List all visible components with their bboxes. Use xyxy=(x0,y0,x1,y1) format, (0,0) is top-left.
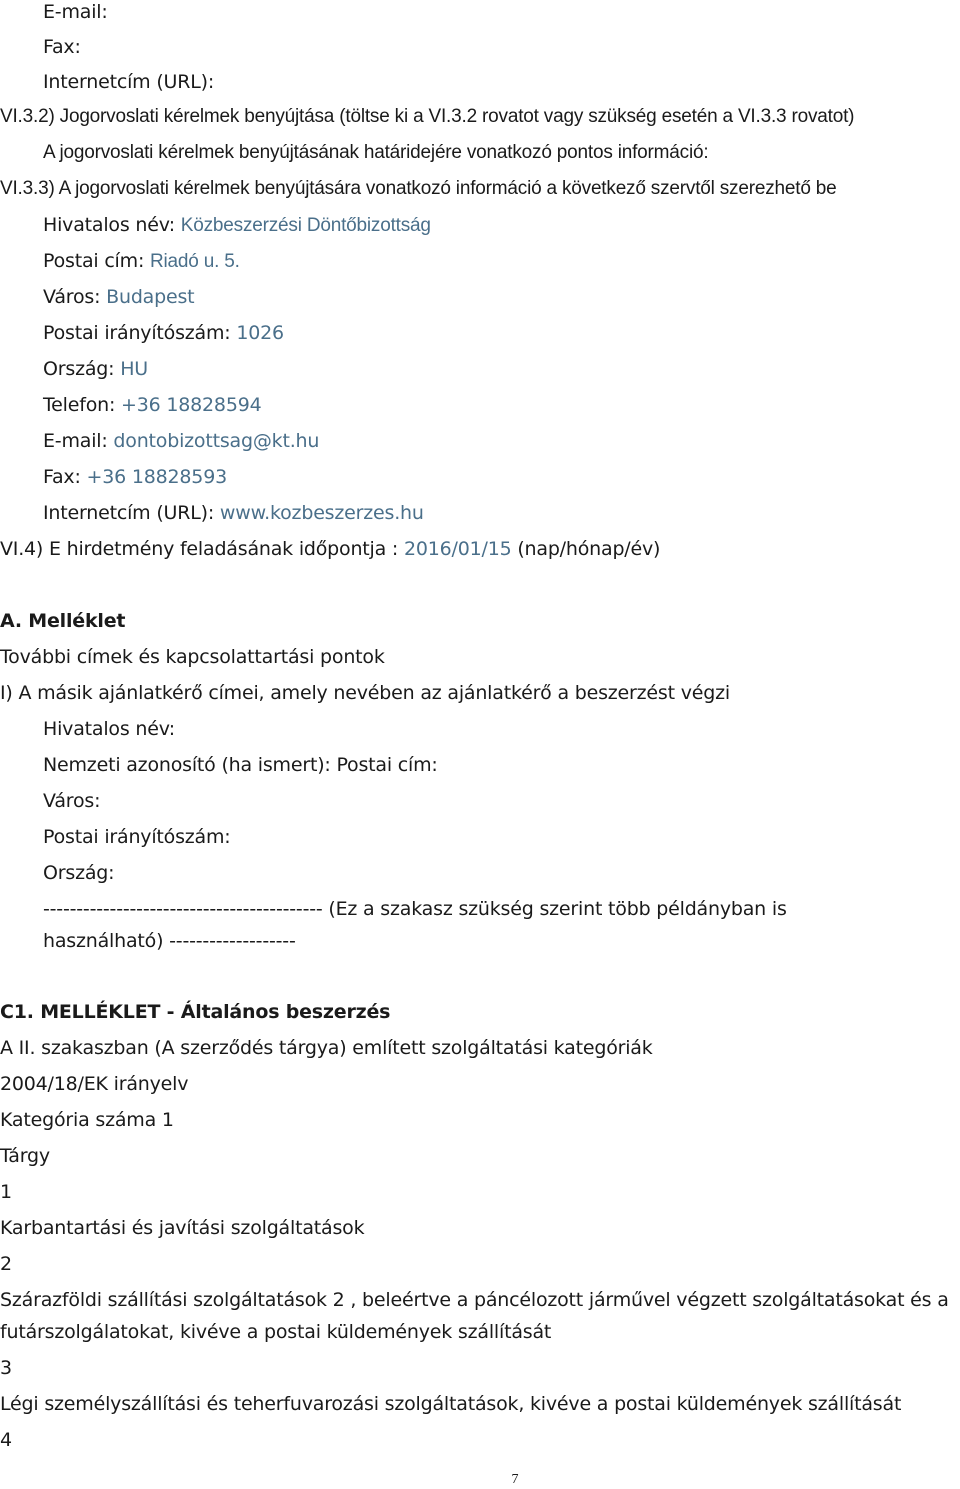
annex-a-note-line1: ------------------------------------------ (Ez a szakasz szükség szerint több példányban is xyxy=(43,898,787,920)
vi33-url-label: Internetcím (URL): xyxy=(43,502,215,524)
annex-c1-intro: A II. szakaszban (A szerződés tárgya) említett szolgáltatási kategóriák xyxy=(0,1037,653,1059)
annex-a-section1: I) A másik ajánlatkérő címei, amely nevében az ajánlatkérő a beszerzést végzi xyxy=(0,682,730,704)
email-label-top: E-mail: xyxy=(43,1,108,23)
annex-a-subtitle: További címek és kapcsolattartási pontok xyxy=(0,646,385,668)
page-number: 7 xyxy=(511,1472,519,1487)
vi33-phone-row xyxy=(43,393,262,417)
vi33-city-value: Budapest xyxy=(106,286,195,308)
annex-a-title: A. Melléklet xyxy=(0,610,126,632)
annex-a-zip-label: Postai irányítószám: xyxy=(43,826,231,848)
category-item-text: Légi személyszállítási és teherfuvarozási szolgáltatások, kivéve a postai küldemények szállítását xyxy=(0,1393,902,1415)
vi33-zip-row xyxy=(43,321,284,345)
category-item-number: 3 xyxy=(0,1357,12,1379)
vi33-phone-label: Telefon: xyxy=(43,394,116,416)
vi4-date: 2016/01/15 xyxy=(403,538,512,560)
vi33-name-label: Hivatalos név: xyxy=(43,214,175,236)
vi33-country-label: Ország: xyxy=(43,358,115,380)
vi33-name-value: Közbeszerzési Döntőbizottság xyxy=(180,215,431,236)
category-item-number: 1 xyxy=(0,1181,12,1203)
category-item-number: 2 xyxy=(0,1253,12,1275)
vi32-deadline-info: A jogorvoslati kérelmek benyújtásának határidejére vonatkozó pontos információ: xyxy=(43,142,709,163)
vi33-email-row xyxy=(43,429,319,453)
vi33-address-value: Riadó u. 5. xyxy=(150,251,240,272)
vi33-zip-value: 1026 xyxy=(236,322,284,344)
annex-a-note-line2: használható) ------------------- xyxy=(43,930,296,952)
vi33-country-value: HU xyxy=(120,358,148,380)
vi4-row xyxy=(0,537,660,561)
vi33-fax-value: +36 18828593 xyxy=(86,466,227,488)
annex-c1-subject: Tárgy xyxy=(0,1145,50,1167)
vi33-phone-value: +36 18828594 xyxy=(121,394,262,416)
vi33-city-row xyxy=(43,285,194,309)
url-label-top: Internetcím (URL): xyxy=(43,71,215,93)
fax-label-top: Fax: xyxy=(43,36,81,58)
category-item-number: 4 xyxy=(0,1429,12,1451)
vi33-address-label: Postai cím: xyxy=(43,250,145,272)
annex-a-name-label: Hivatalos név: xyxy=(43,718,175,740)
category-item-text: Szárazföldi szállítási szolgáltatások 2 , beleértve a páncélozott járművel végzett szolgáltatásokat és a xyxy=(0,1289,949,1311)
vi32-heading: VI.3.2) Jogorvoslati kérelmek benyújtása (töltse ki a VI.3.2 rovatot vagy szükség esetén a VI.3.3 rovatot) xyxy=(0,106,855,127)
category-item-text: Karbantartási és javítási szolgáltatások xyxy=(0,1217,365,1239)
vi33-city-label: Város: xyxy=(43,286,101,308)
vi4-label: VI.4) E hirdetmény feladásának időpontja : xyxy=(0,538,399,560)
annex-c1-category-number: Kategória száma 1 xyxy=(0,1109,174,1131)
vi33-email-value[interactable]: dontobizottsag@kt.hu xyxy=(113,430,320,452)
vi4-format: (nap/hónap/év) xyxy=(517,538,661,560)
vi33-country-row xyxy=(43,357,148,381)
vi33-fax-label: Fax: xyxy=(43,466,81,488)
vi33-email-label: E-mail: xyxy=(43,430,108,452)
annex-a-country-label: Ország: xyxy=(43,862,115,884)
category-item-text-cont: futárszolgálatokat, kivéve a postai küldemények szállítását xyxy=(0,1321,552,1343)
vi33-url-row xyxy=(43,501,424,525)
vi33-heading: VI.3.3) A jogorvoslati kérelmek benyújtására vonatkozó információ a következő szervtől szerezhető be xyxy=(0,178,837,199)
vi33-url-value[interactable]: www.kozbeszerzes.hu xyxy=(219,502,424,524)
vi33-zip-label: Postai irányítószám: xyxy=(43,322,231,344)
annex-a-id-address-label: Nemzeti azonosító (ha ismert): Postai cím: xyxy=(43,754,438,776)
annex-c1-directive: 2004/18/EK irányelv xyxy=(0,1073,189,1095)
vi33-address-row xyxy=(43,249,240,274)
vi33-fax-row xyxy=(43,465,227,489)
annex-a-city-label: Város: xyxy=(43,790,101,812)
annex-c1-title: C1. MELLÉKLET - Általános beszerzés xyxy=(0,1001,391,1023)
vi33-name-row xyxy=(43,213,431,238)
